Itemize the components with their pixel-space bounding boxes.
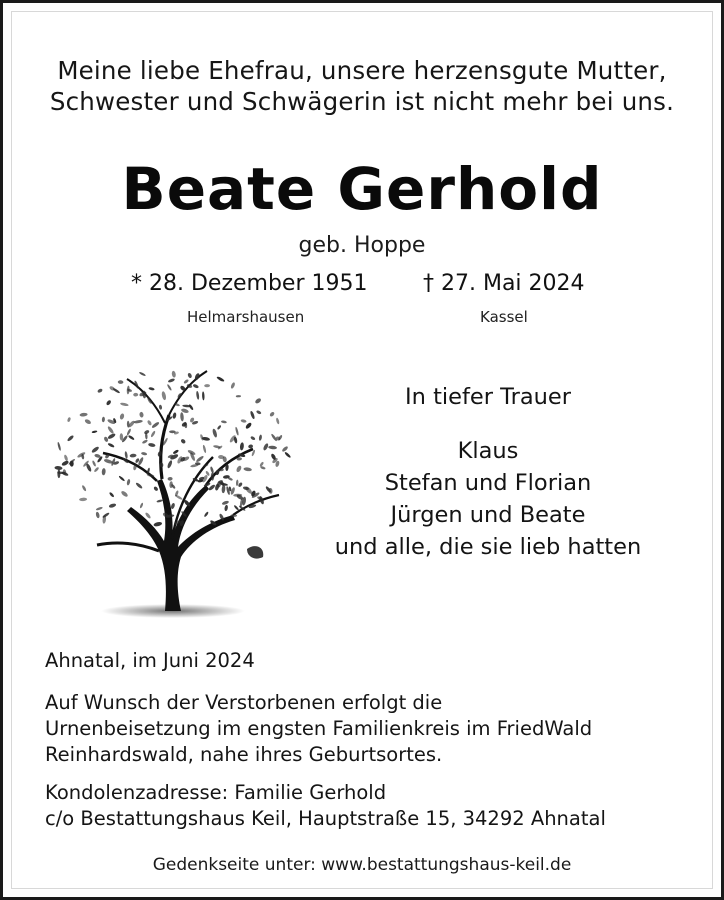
leaf xyxy=(102,417,105,423)
leaf xyxy=(95,511,100,518)
leaf xyxy=(254,397,262,404)
leaf xyxy=(96,506,103,511)
leaf xyxy=(153,521,162,527)
intro-line-2: Schwester und Schwägerin ist nicht mehr bei uns. xyxy=(49,87,675,116)
leaf xyxy=(210,466,215,473)
leaf xyxy=(141,452,147,456)
leaf xyxy=(118,380,124,384)
life-places xyxy=(3,308,721,328)
intro-text xyxy=(3,55,721,117)
leaf xyxy=(187,372,193,378)
maiden-name: geb. Hoppe xyxy=(298,233,426,258)
leaf xyxy=(124,451,128,459)
leaf xyxy=(236,465,243,473)
leaf xyxy=(276,417,280,424)
death-place: Kassel xyxy=(480,308,528,326)
leaf xyxy=(153,486,159,492)
leaf xyxy=(63,454,68,461)
leaf xyxy=(204,384,210,387)
leaf xyxy=(118,475,125,482)
leaf xyxy=(107,433,116,440)
leaf xyxy=(221,500,229,505)
leaf xyxy=(79,497,87,501)
leaf xyxy=(236,480,239,487)
leaf xyxy=(262,443,269,451)
leaf xyxy=(145,512,152,519)
leaf xyxy=(128,435,135,441)
leaf xyxy=(61,460,69,467)
mourning-heading: In tiefer Trauer xyxy=(405,384,571,410)
leaf xyxy=(79,412,87,416)
leaf xyxy=(101,468,105,476)
leaf xyxy=(103,436,109,442)
mourner-name: Stefan und Florian xyxy=(384,470,592,496)
leaf xyxy=(180,412,184,421)
leaf xyxy=(151,421,160,429)
leaf xyxy=(120,490,128,498)
death-date: † 27. Mai 2024 xyxy=(423,271,585,296)
leaf xyxy=(180,438,186,444)
leaf xyxy=(126,428,131,436)
deceased-name: Beate Gerhold xyxy=(121,155,603,223)
leaf xyxy=(107,442,115,448)
burial-line: Auf Wunsch der Verstorbenen erfolgt die xyxy=(45,691,443,714)
leaf xyxy=(245,422,253,430)
condolence-line: Kondolenzadresse: Familie Gerhold xyxy=(45,781,387,804)
leaf xyxy=(221,485,225,494)
leaf xyxy=(281,445,288,452)
leaf xyxy=(109,492,115,498)
mourner-name: Klaus xyxy=(457,438,519,464)
leaf xyxy=(159,404,163,409)
leaf xyxy=(204,511,209,517)
leaf xyxy=(268,445,277,449)
leaf xyxy=(243,467,252,472)
leaf xyxy=(148,387,154,391)
condolence-line: c/o Bestattungshaus Keil, Hauptstraße 15, 34292 Ahnatal xyxy=(45,807,606,830)
leaf xyxy=(192,384,199,389)
leaf xyxy=(269,411,275,417)
intro-line-1: Meine liebe Ehefrau, unsere herzensgute Mutter, xyxy=(57,56,667,85)
leaf xyxy=(54,466,62,471)
leaf xyxy=(92,430,98,433)
leaf xyxy=(284,451,291,458)
leaf xyxy=(119,413,125,420)
leaf xyxy=(172,412,177,419)
leaf xyxy=(167,477,172,481)
leaf xyxy=(126,479,130,486)
leaf xyxy=(108,503,116,509)
mourner-name: und alle, die sie lieb hatten xyxy=(334,534,642,560)
condolence-address xyxy=(45,780,606,832)
leaf xyxy=(130,453,137,457)
life-dates xyxy=(3,271,721,301)
leaf xyxy=(81,485,87,492)
leaf xyxy=(142,439,149,444)
leaf xyxy=(139,502,143,508)
burial-line: Reinhardswald, nahe ihres Geburtsortes. xyxy=(45,743,443,766)
leaf xyxy=(148,443,156,448)
leaf xyxy=(67,435,75,442)
burial-line: Urnenbeisetzung im engsten Familienkreis im FriedWald xyxy=(45,717,593,740)
leaf xyxy=(77,451,86,458)
leaf xyxy=(107,426,115,435)
leaf xyxy=(92,460,97,467)
leaf xyxy=(91,446,100,454)
mourners-block xyxy=(303,381,673,563)
leaf xyxy=(167,460,173,469)
notice-details xyxy=(45,648,606,832)
leaf xyxy=(93,467,99,473)
leaf xyxy=(170,503,175,510)
leaf xyxy=(202,445,206,454)
mourner-name: Jürgen und Beate xyxy=(390,502,586,528)
leaf xyxy=(84,418,92,425)
leaf xyxy=(106,399,112,406)
place-date: Ahnatal, im Juni 2024 xyxy=(45,649,255,672)
leaf xyxy=(133,393,138,397)
leaf xyxy=(221,420,227,423)
leaf xyxy=(172,449,179,455)
leaf xyxy=(258,434,262,441)
leaf xyxy=(156,499,163,503)
leaf xyxy=(135,482,143,490)
leaf xyxy=(139,371,146,376)
leaf xyxy=(112,387,120,393)
leaf xyxy=(236,395,241,397)
leaf xyxy=(235,427,239,436)
leaf xyxy=(126,386,129,395)
leaf xyxy=(224,505,228,512)
leaf xyxy=(216,376,225,383)
leaf xyxy=(147,420,153,426)
leaf xyxy=(217,425,222,430)
leaf xyxy=(240,419,246,423)
birth-place: Helmarshausen xyxy=(187,308,305,326)
tree-icon xyxy=(41,353,301,623)
burial-info xyxy=(45,690,606,768)
leaf xyxy=(57,442,61,451)
leaf xyxy=(97,388,103,394)
leaf xyxy=(230,382,236,389)
leaf xyxy=(183,379,189,384)
memorial-page-link[interactable]: Gedenkseite unter: www.bestattungshaus-keil.de xyxy=(152,855,572,875)
leaf xyxy=(168,378,176,383)
leaf xyxy=(250,436,256,441)
leaf xyxy=(233,505,239,511)
leaf xyxy=(67,417,71,422)
birth-date: * 28. Dezember 1951 xyxy=(131,271,368,296)
leaf xyxy=(161,391,167,401)
leaf xyxy=(250,410,256,419)
leaf xyxy=(195,455,204,463)
leaf xyxy=(133,419,143,423)
leaf xyxy=(211,472,214,480)
leaf xyxy=(171,370,176,377)
leaf xyxy=(196,391,200,400)
leaf xyxy=(150,430,156,437)
leaf xyxy=(256,410,262,415)
leaf xyxy=(120,402,129,407)
leaf xyxy=(139,412,144,418)
leaf xyxy=(212,428,218,438)
leaf xyxy=(202,391,205,400)
leaf xyxy=(167,384,173,391)
leaf xyxy=(240,442,245,450)
